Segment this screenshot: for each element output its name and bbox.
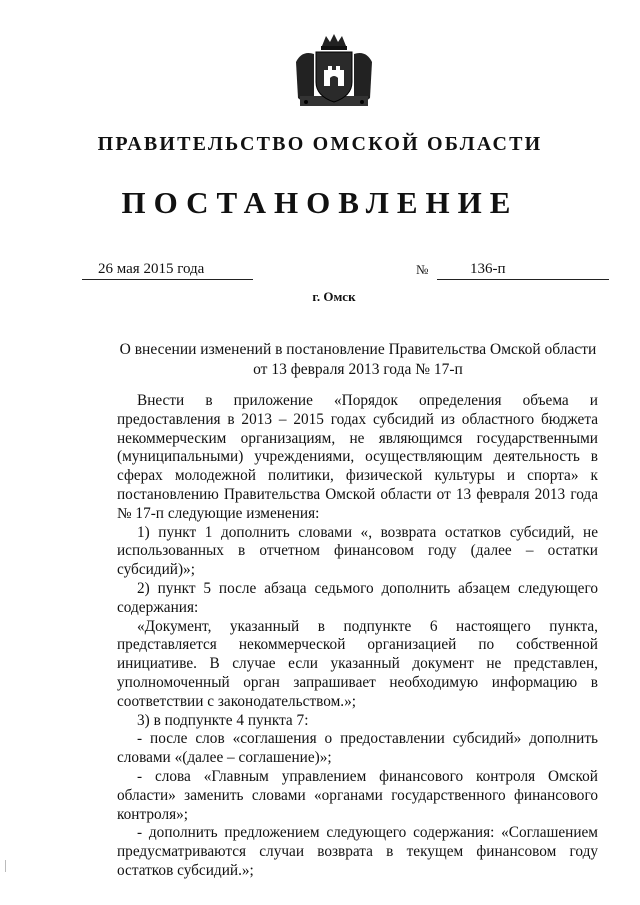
scan-mark	[5, 860, 6, 872]
document-title-line-1: О внесении изменений в постановление Правительства Омской области	[119, 341, 597, 358]
paragraph: - дополнить предложением следующего содержания: «Соглашением предусматриваются случаи возврата в текущем финансовом году остатков субсидий.»;	[117, 824, 598, 879]
paragraph: - после слов «соглашения о предоставлении субсидий» дополнить словами «(далее – соглашение)»;	[117, 730, 598, 767]
document-date: 26 мая 2015 года	[82, 261, 253, 280]
document-title-line-2: от 13 февраля 2013 года № 17-п	[253, 361, 463, 378]
document-body	[117, 392, 598, 881]
paragraph: Внести в приложение «Порядок определения объема и предоставления в 2013 – 2015 годах субсидий из областного бюджета некоммерческим организациям, не являющимся государственными (муниципальными) учреждениями, осуществляющим деятельность в сферах молодежной политики, физической культуры и спорта» к постановлению Правительства Омской области от 13 февраля 2013 года № 17-п следующие изменения:	[117, 392, 598, 522]
organization-name: ПРАВИТЕЛЬСТВО ОМСКОЙ ОБЛАСТИ	[97, 133, 543, 155]
paragraph: 3) в подпункте 4 пункта 7:	[137, 711, 309, 729]
document-type: ПОСТАНОВЛЕНИЕ	[121, 185, 519, 220]
paragraph: - слова «Главным управлением финансового контроля Омской области» заменить словами «органами государственного финансового контроля»;	[117, 767, 598, 823]
paragraph: 1) пункт 1 дополнить словами «, возврата остатков субсидий, не использованных в отчетном финансовом году (далее – остатки субсидий)»;	[117, 523, 598, 579]
city: г. Омск	[312, 289, 356, 304]
number-label: №	[416, 262, 429, 277]
paragraph: 2) пункт 5 после абзаца седьмого дополнить абзацем следующего содержания:	[117, 579, 598, 616]
omsk-region-coat-of-arms-icon	[292, 32, 376, 110]
document-number: 136-п	[437, 261, 609, 280]
paragraph: «Документ, указанный в подпункте 6 настоящего пункта, представляется некоммерческой организацией по собственной инициативе. В случае если указанный документ не представлен, уполномоченный орган запрашивает необходимую информацию в соответствии с законодательством.»;	[117, 617, 598, 710]
